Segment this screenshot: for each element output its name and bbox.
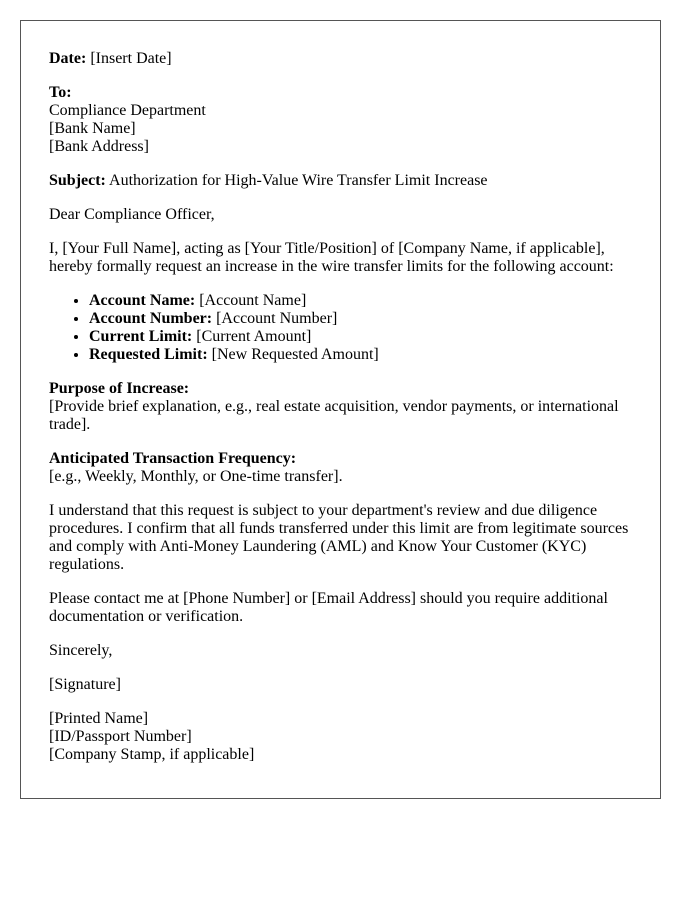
list-item xyxy=(89,310,646,328)
compliance-statement: I understand that this request is subject to your department's review and due diligence procedures. I confirm that all funds transferred under this limit are from legitimate sources and comply with Anti-Money Laundering (AML) and Know Your Customer (KYC) regulations. xyxy=(49,502,629,573)
subject-label: Subject: xyxy=(49,172,106,189)
signature: [Signature] xyxy=(49,676,121,693)
subject-line xyxy=(49,172,646,190)
item-label: Account Number: xyxy=(89,310,213,327)
printed-name: [Printed Name] xyxy=(49,710,149,727)
item-value: [Account Number] xyxy=(216,310,338,327)
letter xyxy=(20,20,661,799)
contact-paragraph: Please contact me at [Phone Number] or [Email Address] should you require additional documentation or verification. xyxy=(49,590,608,625)
item-value: [New Requested Amount] xyxy=(211,346,379,363)
list-item xyxy=(89,292,646,310)
intro-paragraph: I, [Your Full Name], acting as [Your Title/Position] of [Company Name, if applicable], hereby formally request an increase in the wire transfer limits for the following account: xyxy=(49,240,614,275)
company-stamp: [Company Stamp, if applicable] xyxy=(49,746,255,763)
signer-block xyxy=(49,710,646,764)
date-label: Date: xyxy=(49,50,87,67)
recipient-department: Compliance Department xyxy=(49,102,206,119)
to-label: To: xyxy=(49,84,72,101)
list-item xyxy=(89,346,646,364)
item-value: [Current Amount] xyxy=(196,328,312,345)
list-item xyxy=(89,328,646,346)
frequency-label: Anticipated Transaction Frequency: xyxy=(49,450,297,467)
subject-value: Authorization for High-Value Wire Transfer Limit Increase xyxy=(109,172,488,189)
recipient-bank-address: [Bank Address] xyxy=(49,138,149,155)
recipient-block xyxy=(49,84,646,156)
salutation: Dear Compliance Officer, xyxy=(49,206,215,223)
frequency-section xyxy=(49,450,646,486)
item-value: [Account Name] xyxy=(199,292,307,309)
purpose-value: [Provide brief explanation, e.g., real estate acquisition, vendor payments, or international trade]. xyxy=(49,398,619,433)
item-label: Requested Limit: xyxy=(89,346,208,363)
item-label: Current Limit: xyxy=(89,328,193,345)
id-number: [ID/Passport Number] xyxy=(49,728,192,745)
purpose-label: Purpose of Increase: xyxy=(49,380,190,397)
account-details-list xyxy=(49,292,646,364)
recipient-bank-name: [Bank Name] xyxy=(49,120,136,137)
date-line xyxy=(49,50,646,68)
date-value: [Insert Date] xyxy=(90,50,172,67)
closing: Sincerely, xyxy=(49,642,113,659)
item-label: Account Name: xyxy=(89,292,196,309)
purpose-section xyxy=(49,380,646,434)
frequency-value: [e.g., Weekly, Monthly, or One-time transfer]. xyxy=(49,468,343,485)
